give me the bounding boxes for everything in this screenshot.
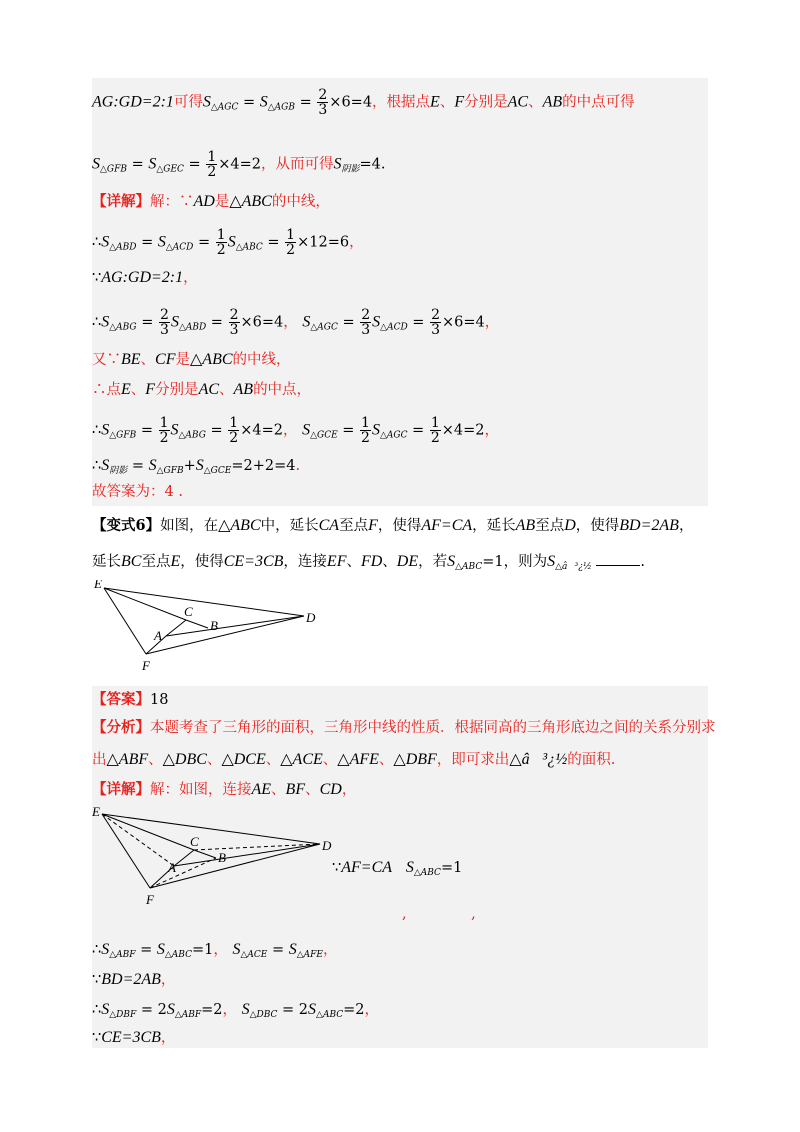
line-abd-acd: $\therefore S_{\triangle ABD} = S_{\triangle ACD}$ = $\frac{1}{2}$ $S_{\triangle ABC}$ = $\frac{1}{2}$ ×12=6，: [92, 227, 364, 258]
label-d: D: [306, 610, 316, 625]
segment-ef: [102, 814, 150, 888]
label-c: C: [184, 604, 193, 619]
label-a: A: [154, 628, 162, 643]
fraction: $\frac{1}{2}$: [207, 149, 217, 180]
fraction: $\frac{1}{2}$: [216, 227, 226, 258]
figure-side-commas: , ,: [402, 906, 476, 922]
label-e: E: [92, 806, 100, 819]
label-f: F: [146, 892, 154, 906]
label-c: C: [190, 834, 199, 849]
line-abf-ace: $\therefore S_{\triangle ABF} = S_{\triangle ABC}=1$， $S_{\triangle ACE} = S_{\triangle AFE}$，: [92, 941, 338, 960]
fraction: $\frac{1}{2}$: [430, 415, 440, 446]
solution-top-block: [92, 78, 708, 506]
line-abg-agc: $\therefore S_{\triangle ABG}$ = $\frac{2}{3}$ $S_{\triangle ABD}$ = $\frac{2}{3}$ ×6=4， $S_{\triangle AGC}$ = $\frac{2}{3}$ $S_{\triangle ACD}$ = $\frac{2}{3}$ ×6=4，: [92, 307, 500, 338]
figure-side-text: ∵AF=CA $S_{\triangle ABC}=1$: [332, 859, 463, 878]
answer-block: [92, 686, 716, 1048]
segment-cb: [194, 850, 216, 858]
line-midpoints: ∴点E、F分别是AC、AB的中点，: [92, 381, 312, 398]
fraction: $\frac{2}{3}$: [361, 307, 371, 338]
line-ce: ∵CE=3CB，: [92, 1029, 176, 1046]
line-bd: ∵BD=2AB，: [92, 971, 176, 988]
label-a: A: [168, 860, 176, 875]
segment-ed: [102, 814, 320, 844]
line-shaded-sum: $\therefore S_{阴影} = S_{\triangle GFB}+S_{\triangle GCE}=2+2=4$.: [92, 457, 301, 476]
label-b: B: [218, 850, 226, 865]
label-f: F: [142, 658, 150, 673]
detail-line: 【详解】解：如图，连接AE、BF、CD，: [92, 781, 357, 798]
line-dbf-dbc: $\therefore S_{\triangle DBF} = 2S_{\triangle ABF}=2$， $S_{\triangle DBC} = 2S_{\triangle ABC}=2$，: [92, 1001, 379, 1020]
answer-blank: [596, 552, 640, 566]
fraction: $\frac{1}{2}$: [361, 415, 370, 446]
fraction: $\frac{2}{3}$: [318, 87, 328, 118]
analysis-line-2: 出△ABF、△DBC、△DCE、△ACE、△AFE、△DBF，即可求出△â³¿½的面积.: [92, 751, 616, 768]
segment-cb: [186, 620, 208, 628]
variant-line-1: 【变式6】如图，在△ABC中，延长CA至点F，使得AF=CA，延长AB至点D，使得BD=2AB，: [92, 517, 694, 534]
fraction: $\frac{1}{2}$: [159, 415, 169, 446]
segment-ec: [104, 588, 186, 620]
answer-line: 【答案】18: [92, 691, 169, 708]
segment-ef: [104, 588, 146, 654]
line-detail-header: 【详解】解：∵AD是△ABC的中线，: [92, 193, 330, 210]
fraction: $\frac{2}{3}$: [160, 307, 169, 338]
segment-ec: [102, 814, 194, 850]
fraction: $\frac{2}{3}$: [229, 307, 239, 338]
dashed-ae: [102, 814, 174, 866]
variant-6-question: [92, 510, 708, 680]
analysis-line-1: 【分析】本题考查了三角形的面积，三角形中线的性质．根据同高的三角形底边之间的关系分别求: [92, 719, 716, 736]
variant-line-2: 延长BC至点E，使得CE=3CB，连接EF、FD、DE，若$S_{\triangle ABC}=1$，则为$S_{\triangle â^3¿\frac{1}{2}}$ .: [92, 553, 645, 572]
segment-ed: [104, 588, 304, 616]
line-gfb-gec: $S_{\triangle GFB} = S_{\triangle GEC}$ = $\frac{1}{2}$ ×4=2，从而可得$S_{阴影}=4$.: [92, 149, 386, 180]
line-gfb-gce: $\therefore S_{\triangle GFB}$ = $\frac{1}{2}$ $S_{\triangle ABG}$ = $\frac{1}{2}$ ×4=2， $S_{\triangle GCE}$ = $\frac{1}{2}$ $S_{\triangle AGC}$ = $\frac{1}{2}$ ×4=2，: [92, 415, 499, 446]
figure-triangle-2: [92, 806, 342, 906]
line-ag-gd: ∵AG:GD=2:1，: [92, 269, 198, 286]
line-final-answer: 故答案为：4 .: [92, 484, 183, 500]
label-d: D: [322, 838, 332, 853]
fraction: $\frac{1}{2}$: [286, 227, 296, 258]
label-e: E: [94, 580, 102, 591]
line-ratio-area: AG:GD=2:1可得$S_{\triangle AGC} = S_{\triangle AGB}$ = $\frac{2}{3}$ ×6=4，根据点E、F分别是AC、AB的中点可得: [92, 87, 635, 118]
fraction: $\frac{1}{2}$: [229, 415, 239, 446]
line-be-cf: 又∵BE、CF是△ABC的中线，: [92, 351, 291, 368]
figure-triangle-1: [92, 580, 332, 680]
label-b: B: [210, 618, 218, 633]
fraction: $\frac{2}{3}$: [431, 307, 440, 338]
